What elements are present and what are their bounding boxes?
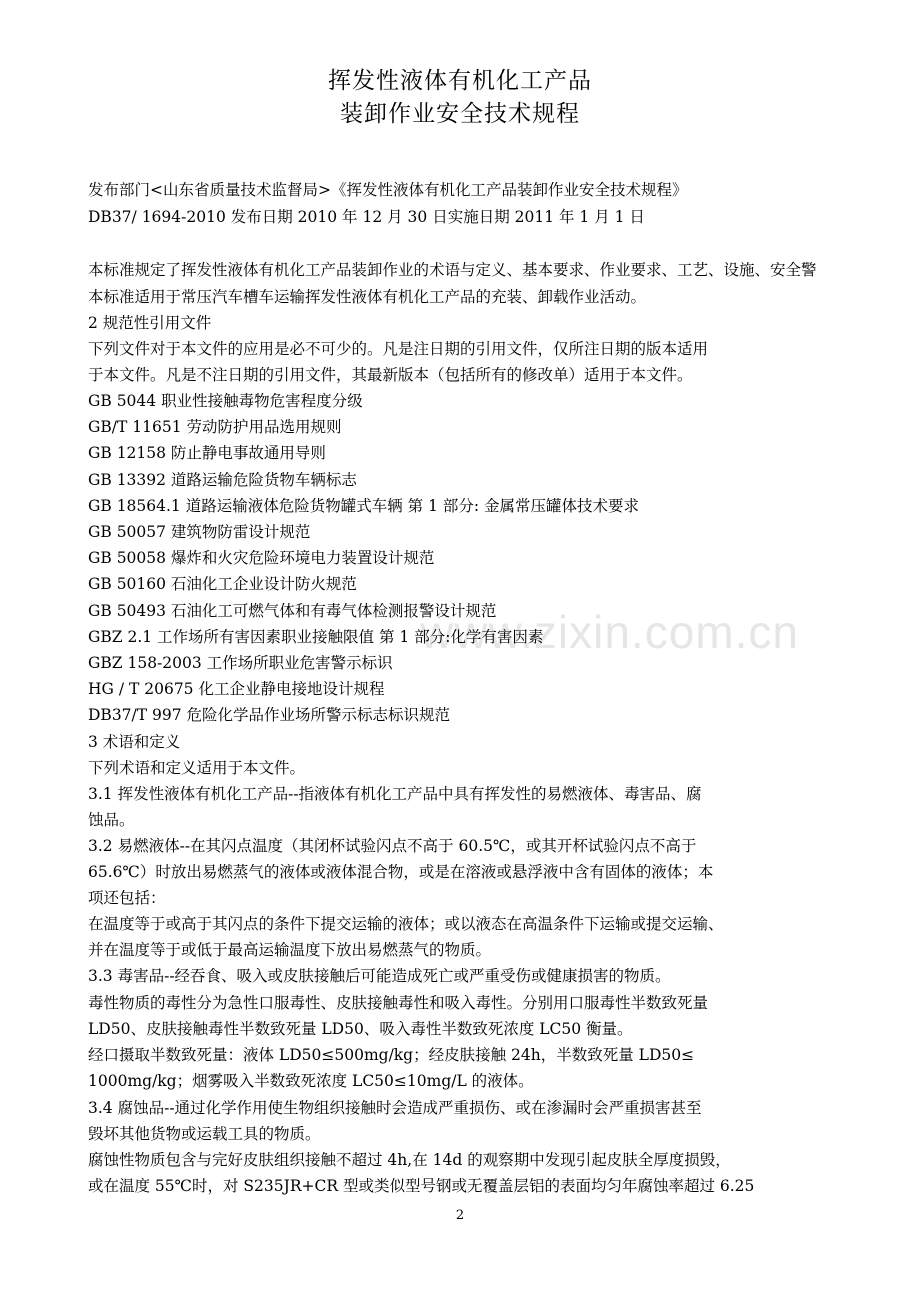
reference-item: GB 50160 石油化工企业设计防火规范 (88, 575, 357, 593)
reference-item: GB 12158 防止静电事故通用导则 (88, 444, 326, 462)
text-line: 发布部门<山东省质量技术监督局>《挥发性液体有机化工产品装卸作业安全技术规程》 (88, 181, 688, 199)
reference-item: DB37/T 997 危险化学品作业场所警示标志标识规范 (88, 706, 451, 724)
text-line: 3.1 挥发性液体有机化工产品--指液体有机化工产品中具有挥发性的易燃液体、毒害品、腐 (88, 785, 702, 803)
text-line: 本标准适用于常压汽车槽车运输挥发性液体有机化工产品的充装、卸载作业活动。 (88, 288, 647, 306)
section-heading: 3 术语和定义 (88, 733, 181, 751)
text-line: 本标准规定了挥发性液体有机化工产品装卸作业的术语与定义、基本要求、作业要求、工艺、设施、安全警 (88, 261, 817, 279)
watermark: www.zixin.com.cn (420, 606, 799, 658)
text-line: 或在温度 55℃时，对 S235JR+CR 型或类似型号钢或无覆盖层铝的表面均匀年腐蚀率超过 6.25 (88, 1177, 755, 1195)
text-line: 在温度等于或高于其闪点的条件下提交运输的液体；或以液态在高温条件下运输或提交运输、 (88, 915, 724, 933)
text-line: 毒性物质的毒性分为急性口服毒性、皮肤接触毒性和吸入毒性。分别用口服毒性半数致死量 (88, 994, 709, 1012)
text-line: 并在温度等于或低于最高运输温度下放出易燃蒸气的物质。 (88, 941, 492, 959)
text-line: 3.3 毒害品--经吞食、吸入或皮肤接触后可能造成死亡或严重受伤或健康损害的物质。 (88, 967, 671, 985)
text-line: 毁坏其他货物或运载工具的物质。 (88, 1125, 321, 1143)
text-line: LD50、皮肤接触毒性半数致死量 LD50、吸入毒性半数致死浓度 LC50 衡量。 (88, 1020, 633, 1038)
reference-item: GB 5044 职业性接触毒物危害程度分级 (88, 392, 363, 410)
reference-item: GB/T 11651 劳动防护用品选用规则 (88, 418, 342, 436)
page-number: 2 (455, 1208, 465, 1223)
text-line: DB37/ 1694-2010 发布日期 2010 年 12 月 30 日实施日期 2011 年 1 月 1 日 (88, 208, 645, 226)
text-line: 经口摄取半数致死量：液体 LD50≤500mg/kg；经皮肤接触 24h，半数致死量 LD50≤ (88, 1046, 695, 1064)
reference-item: GB 50493 石油化工可燃气体和有毒气体检测报警设计规范 (88, 602, 497, 620)
reference-item: HG / T 20675 化工企业静电接地设计规程 (88, 680, 385, 698)
document-title-line2: 装卸作业安全技术规程 (340, 101, 580, 127)
text-line: 1000mg/kg；烟雾吸入半数致死浓度 LC50≤10mg/L 的液体。 (88, 1072, 534, 1090)
document-title-line1: 挥发性液体有机化工产品 (328, 68, 592, 94)
text-line: 腐蚀性物质包含与完好皮肤组织接触不超过 4h,在 14d 的观察期中发现引起皮肤全厚度损毁， (88, 1151, 731, 1169)
reference-item: GB 50057 建筑物防雷设计规范 (88, 523, 311, 541)
text-line: 下列文件对于本文件的应用是必不可少的。凡是注日期的引用文件，仅所注日期的版本适用 (88, 340, 709, 358)
section-heading: 2 规范性引用文件 (88, 314, 212, 332)
reference-item: GBZ 2.1 工作场所有害因素职业接触限值 第 1 部分:化学有害因素 (88, 628, 544, 646)
reference-item: GB 13392 道路运输危险货物车辆标志 (88, 471, 357, 489)
text-line: 蚀品。 (88, 811, 135, 829)
text-line: 于本文件。凡是不注日期的引用文件，其最新版本（包括所有的修改单）适用于本文件。 (88, 366, 693, 384)
reference-item: GB 18564.1 道路运输液体危险货物罐式车辆 第 1 部分: 金属常压罐体技术要求 (88, 497, 640, 515)
text-line: 3.2 易燃液体--在其闪点温度（其闭杯试验闪点不高于 60.5℃，或其开杯试验闪点不高于 (88, 837, 697, 855)
text-line: 65.6℃）时放出易燃蒸气的液体或液体混合物，或是在溶液或悬浮液中含有固体的液体；本 (88, 863, 714, 881)
text-line: 3.4 腐蚀品--通过化学作用使生物组织接触时会造成严重损伤、或在渗漏时会严重损害甚至 (88, 1099, 702, 1117)
reference-item: GBZ 158-2003 工作场所职业危害警示标识 (88, 654, 393, 672)
text-line: 项还包括： (88, 889, 166, 907)
text-line: 下列术语和定义适用于本文件。 (88, 759, 306, 777)
reference-item: GB 50058 爆炸和火灾危险环境电力装置设计规范 (88, 549, 435, 567)
